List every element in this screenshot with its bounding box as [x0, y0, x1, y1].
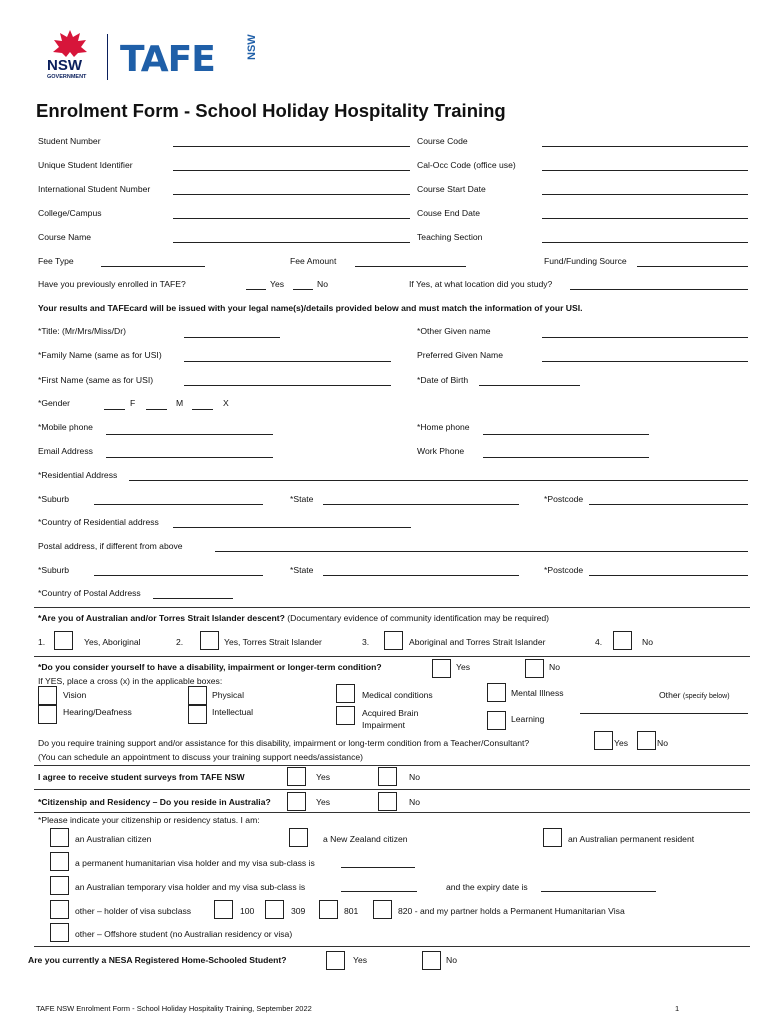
previously-enrolled-yes-label: Yes: [270, 279, 285, 289]
teaching-section-field[interactable]: [542, 242, 748, 243]
indigenous-opt2-number: 2.: [176, 637, 184, 647]
subclass-309-label: 309: [291, 906, 306, 916]
subclass-801-checkbox[interactable]: [319, 900, 338, 919]
other-visa-label: other – holder of visa subclass: [75, 906, 192, 916]
support-yes-label: Yes: [614, 738, 629, 748]
email-field[interactable]: [106, 457, 273, 458]
fund-source-field[interactable]: [637, 266, 748, 267]
vision-checkbox[interactable]: [38, 686, 57, 705]
nesa-no-checkbox[interactable]: [422, 951, 441, 970]
indigenous-opt3-number: 3.: [362, 637, 370, 647]
indigenous-aboriginal-checkbox[interactable]: [54, 631, 73, 650]
indigenous-both-checkbox[interactable]: [384, 631, 403, 650]
vision-label: Vision: [63, 690, 87, 700]
disability-other-field[interactable]: [580, 713, 748, 714]
student-number-field[interactable]: [173, 146, 410, 147]
nesa-yes-checkbox[interactable]: [326, 951, 345, 970]
date-of-birth-label: *Date of Birth: [417, 375, 469, 385]
page-title: Enrolment Form - School Holiday Hospitality Training: [36, 100, 506, 121]
postal-suburb-field[interactable]: [94, 575, 263, 576]
postal-suburb-label: *Suburb: [38, 565, 70, 575]
cal-occ-field[interactable]: [542, 170, 748, 171]
disability-instruction: If YES, place a cross (x) in the applicable boxes:: [38, 676, 223, 686]
temporary-subclass-field[interactable]: [341, 891, 417, 892]
gender-label: *Gender: [38, 398, 71, 408]
section-divider: [34, 789, 750, 790]
indigenous-opt1-number: 1.: [38, 637, 46, 647]
fee-type-label: Fee Type: [38, 256, 74, 266]
physical-label: Physical: [212, 690, 244, 700]
subclass-309-checkbox[interactable]: [265, 900, 284, 919]
course-start-date-field[interactable]: [542, 194, 748, 195]
home-phone-label: *Home phone: [417, 422, 470, 432]
acquired-brain-line1: Acquired Brain: [362, 708, 419, 718]
home-phone-field[interactable]: [483, 434, 649, 435]
cal-occ-label: Cal-Occ Code (office use): [417, 160, 516, 170]
section-divider: [34, 812, 750, 813]
footer-text: TAFE NSW Enrolment Form - School Holiday Hospitality Training, September 2022: [36, 1004, 312, 1013]
page-number: 1: [675, 1004, 680, 1013]
course-code-field[interactable]: [542, 146, 748, 147]
usi-field[interactable]: [173, 170, 410, 171]
postal-address-field[interactable]: [215, 551, 748, 552]
postal-state-label: *State: [290, 565, 314, 575]
disability-other-note: (specify below): [682, 693, 730, 700]
title-field[interactable]: [184, 337, 280, 338]
family-name-field[interactable]: [184, 361, 391, 362]
section-divider: [34, 607, 750, 608]
indigenous-question: [38, 613, 549, 623]
surveys-yes-checkbox[interactable]: [287, 767, 306, 786]
indigenous-question-text: *Are you of Australian and/or Torres Strait Islander descent?: [38, 613, 285, 623]
postcode-field[interactable]: [589, 504, 748, 505]
indigenous-note: (Documentary evidence of community identification may be required): [284, 613, 550, 623]
support-note: (You can schedule an appointment to discuss your training support needs/assistance): [38, 752, 364, 762]
subclass-801-label: 801: [344, 906, 359, 916]
subclass-100-checkbox[interactable]: [214, 900, 233, 919]
gender-x-label: X: [223, 398, 229, 408]
date-of-birth-field[interactable]: [479, 385, 580, 386]
support-question: Do you require training support and/or assistance for this disability, impairment or long-term condition from a Teacher/Consultant?: [38, 738, 530, 748]
indigenous-torres-strait-checkbox[interactable]: [200, 631, 219, 650]
physical-checkbox[interactable]: [188, 686, 207, 705]
acquired-brain-checkbox[interactable]: [336, 706, 355, 725]
mental-illness-label: Mental Illness: [511, 688, 564, 698]
support-no-checkbox[interactable]: [637, 731, 656, 750]
gender-f-label: F: [130, 398, 136, 408]
waratah-icon: [50, 28, 90, 58]
nsw-government-logo: [40, 28, 106, 82]
disability-yes-checkbox[interactable]: [432, 659, 451, 678]
previous-location-field[interactable]: [570, 289, 748, 290]
section-divider: [34, 946, 750, 947]
preferred-name-label: Preferred Given Name: [417, 350, 503, 360]
nsw-wordmark: NSW: [47, 57, 82, 74]
expiry-date-field[interactable]: [541, 891, 656, 892]
section-divider: [34, 656, 750, 657]
au-citizen-checkbox[interactable]: [50, 828, 69, 847]
indigenous-torres-strait-label: Yes, Torres Strait Islander: [224, 637, 322, 647]
postal-state-field[interactable]: [323, 575, 519, 576]
first-name-field[interactable]: [184, 385, 391, 386]
au-pr-checkbox[interactable]: [543, 828, 562, 847]
expiry-date-label: and the expiry date is: [446, 882, 528, 892]
disability-yes-label: Yes: [456, 662, 471, 672]
gender-m-field[interactable]: [146, 409, 167, 410]
humanitarian-label: a permanent humanitarian visa holder and my visa sub-class is: [75, 858, 315, 868]
indigenous-no-label: No: [642, 637, 653, 647]
hearing-label: Hearing/Deafness: [63, 707, 132, 717]
gender-x-field[interactable]: [192, 409, 213, 410]
disability-other-label: [659, 690, 730, 700]
citizenship-instruction: *Please indicate your citizenship or residency status. I am:: [38, 815, 260, 825]
support-yes-checkbox[interactable]: [594, 731, 613, 750]
au-citizen-label: an Australian citizen: [75, 834, 152, 844]
college-campus-field[interactable]: [173, 218, 410, 219]
disability-other-text: Other: [659, 690, 683, 700]
surveys-yes-label: Yes: [316, 772, 331, 782]
nesa-no-label: No: [446, 955, 457, 965]
title-label: *Title: (Mr/Mrs/Miss/Dr): [38, 326, 126, 336]
indigenous-both-label: Aboriginal and Torres Strait Islander: [409, 637, 546, 647]
intellectual-checkbox[interactable]: [188, 705, 207, 724]
nz-citizen-label: a New Zealand citizen: [323, 834, 408, 844]
course-start-date-label: Course Start Date: [417, 184, 486, 194]
previously-enrolled-yes-field[interactable]: [246, 289, 266, 290]
gender-f-field[interactable]: [104, 409, 125, 410]
subclass-820-label: 820 - and my partner holds a Permanent Humanitarian Visa: [398, 906, 625, 916]
other-visa-checkbox[interactable]: [50, 900, 69, 919]
humanitarian-checkbox[interactable]: [50, 852, 69, 871]
mental-illness-checkbox[interactable]: [487, 683, 506, 702]
residential-address-label: *Residential Address: [38, 470, 118, 480]
previously-enrolled-no-label: No: [317, 279, 328, 289]
residential-address-field[interactable]: [129, 480, 748, 481]
surveys-no-checkbox[interactable]: [378, 767, 397, 786]
course-code-label: Course Code: [417, 136, 468, 146]
course-end-date-field[interactable]: [542, 218, 748, 219]
acquired-brain-line2: Impairment: [362, 720, 405, 730]
legal-name-note: Your results and TAFEcard will be issued with your legal name(s)/details provided below and must match the information of your USI.: [38, 303, 583, 313]
preferred-name-field[interactable]: [542, 361, 748, 362]
government-wordmark: GOVERNMENT: [47, 74, 87, 80]
previously-enrolled-no-field[interactable]: [293, 289, 313, 290]
tafe-nsw-wordmark: NSW: [246, 34, 258, 60]
humanitarian-subclass-field[interactable]: [341, 867, 415, 868]
mobile-phone-field[interactable]: [106, 434, 273, 435]
intl-student-number-field[interactable]: [173, 194, 410, 195]
section-divider: [34, 765, 750, 766]
course-end-date-label: Couse End Date: [417, 208, 481, 218]
course-name-field[interactable]: [173, 242, 410, 243]
course-name-label: Course Name: [38, 232, 92, 242]
medical-conditions-label: Medical conditions: [362, 690, 433, 700]
acquired-brain-label: [362, 707, 418, 731]
college-campus-label: College/Campus: [38, 208, 102, 218]
hearing-checkbox[interactable]: [38, 705, 57, 724]
subclass-820-checkbox[interactable]: [373, 900, 392, 919]
indigenous-no-checkbox[interactable]: [613, 631, 632, 650]
nz-citizen-checkbox[interactable]: [289, 828, 308, 847]
other-given-name-field[interactable]: [542, 337, 748, 338]
work-phone-field[interactable]: [483, 457, 649, 458]
indigenous-aboriginal-label: Yes, Aboriginal: [84, 637, 141, 647]
state-field[interactable]: [323, 504, 519, 505]
nesa-yes-label: Yes: [353, 955, 368, 965]
nesa-question: Are you currently a NESA Registered Home-Schooled Student?: [28, 955, 287, 965]
fee-type-field[interactable]: [101, 266, 205, 267]
citizenship-yes-label: Yes: [316, 797, 331, 807]
previously-enrolled-label: Have you previously enrolled in TAFE?: [38, 279, 186, 289]
learning-checkbox[interactable]: [487, 711, 506, 730]
email-label: Email Address: [38, 446, 93, 456]
postcode-label: *Postcode: [544, 494, 584, 504]
work-phone-label: Work Phone: [417, 446, 465, 456]
suburb-label: *Suburb: [38, 494, 70, 504]
surveys-no-label: No: [409, 772, 420, 782]
usi-label: Unique Student Identifier: [38, 160, 133, 170]
indigenous-opt4-number: 4.: [595, 637, 603, 647]
country-postal-label: *Country of Postal Address: [38, 588, 141, 598]
offshore-label: other – Offshore student (no Australian residency or visa): [75, 929, 293, 939]
state-label: *State: [290, 494, 314, 504]
fee-amount-field[interactable]: [355, 266, 466, 267]
surveys-question: I agree to receive student surveys from TAFE NSW: [38, 772, 245, 782]
teaching-section-label: Teaching Section: [417, 232, 483, 242]
suburb-field[interactable]: [94, 504, 263, 505]
postal-postcode-field[interactable]: [589, 575, 748, 576]
medical-conditions-checkbox[interactable]: [336, 684, 355, 703]
student-number-label: Student Number: [38, 136, 101, 146]
tafe-wordmark: TAFE: [120, 39, 215, 80]
country-postal-field[interactable]: [153, 598, 233, 599]
fee-amount-label: Fee Amount: [290, 256, 337, 266]
country-residential-label: *Country of Residential address: [38, 517, 159, 527]
disability-no-checkbox[interactable]: [525, 659, 544, 678]
disability-question: *Do you consider yourself to have a disability, impairment or longer-term condition?: [38, 662, 382, 672]
intl-student-number-label: International Student Number: [38, 184, 151, 194]
family-name-label: *Family Name (same as for USI): [38, 350, 162, 360]
intellectual-label: Intellectual: [212, 707, 254, 717]
temporary-visa-label: an Australian temporary visa holder and my visa sub-class is: [75, 882, 306, 892]
offshore-checkbox[interactable]: [50, 923, 69, 942]
postal-postcode-label: *Postcode: [544, 565, 584, 575]
citizenship-no-label: No: [409, 797, 420, 807]
other-given-name-label: *Other Given name: [417, 326, 491, 336]
fund-source-label: Fund/Funding Source: [544, 256, 627, 266]
temporary-visa-checkbox[interactable]: [50, 876, 69, 895]
first-name-label: *First Name (same as for USI): [38, 375, 154, 385]
logo-divider: [107, 34, 108, 80]
citizenship-yes-checkbox[interactable]: [287, 792, 306, 811]
postal-address-label: Postal address, if different from above: [38, 541, 183, 551]
subclass-100-label: 100: [240, 906, 255, 916]
support-no-label: No: [657, 738, 668, 748]
citizenship-question: *Citizenship and Residency – Do you reside in Australia?: [38, 797, 271, 807]
country-residential-field[interactable]: [173, 527, 411, 528]
gender-m-label: M: [176, 398, 184, 408]
citizenship-no-checkbox[interactable]: [378, 792, 397, 811]
disability-no-label: No: [549, 662, 560, 672]
learning-label: Learning: [511, 714, 545, 724]
mobile-phone-label: *Mobile phone: [38, 422, 93, 432]
previous-location-label: If Yes, at what location did you study?: [409, 279, 553, 289]
au-pr-label: an Australian permanent resident: [568, 834, 695, 844]
